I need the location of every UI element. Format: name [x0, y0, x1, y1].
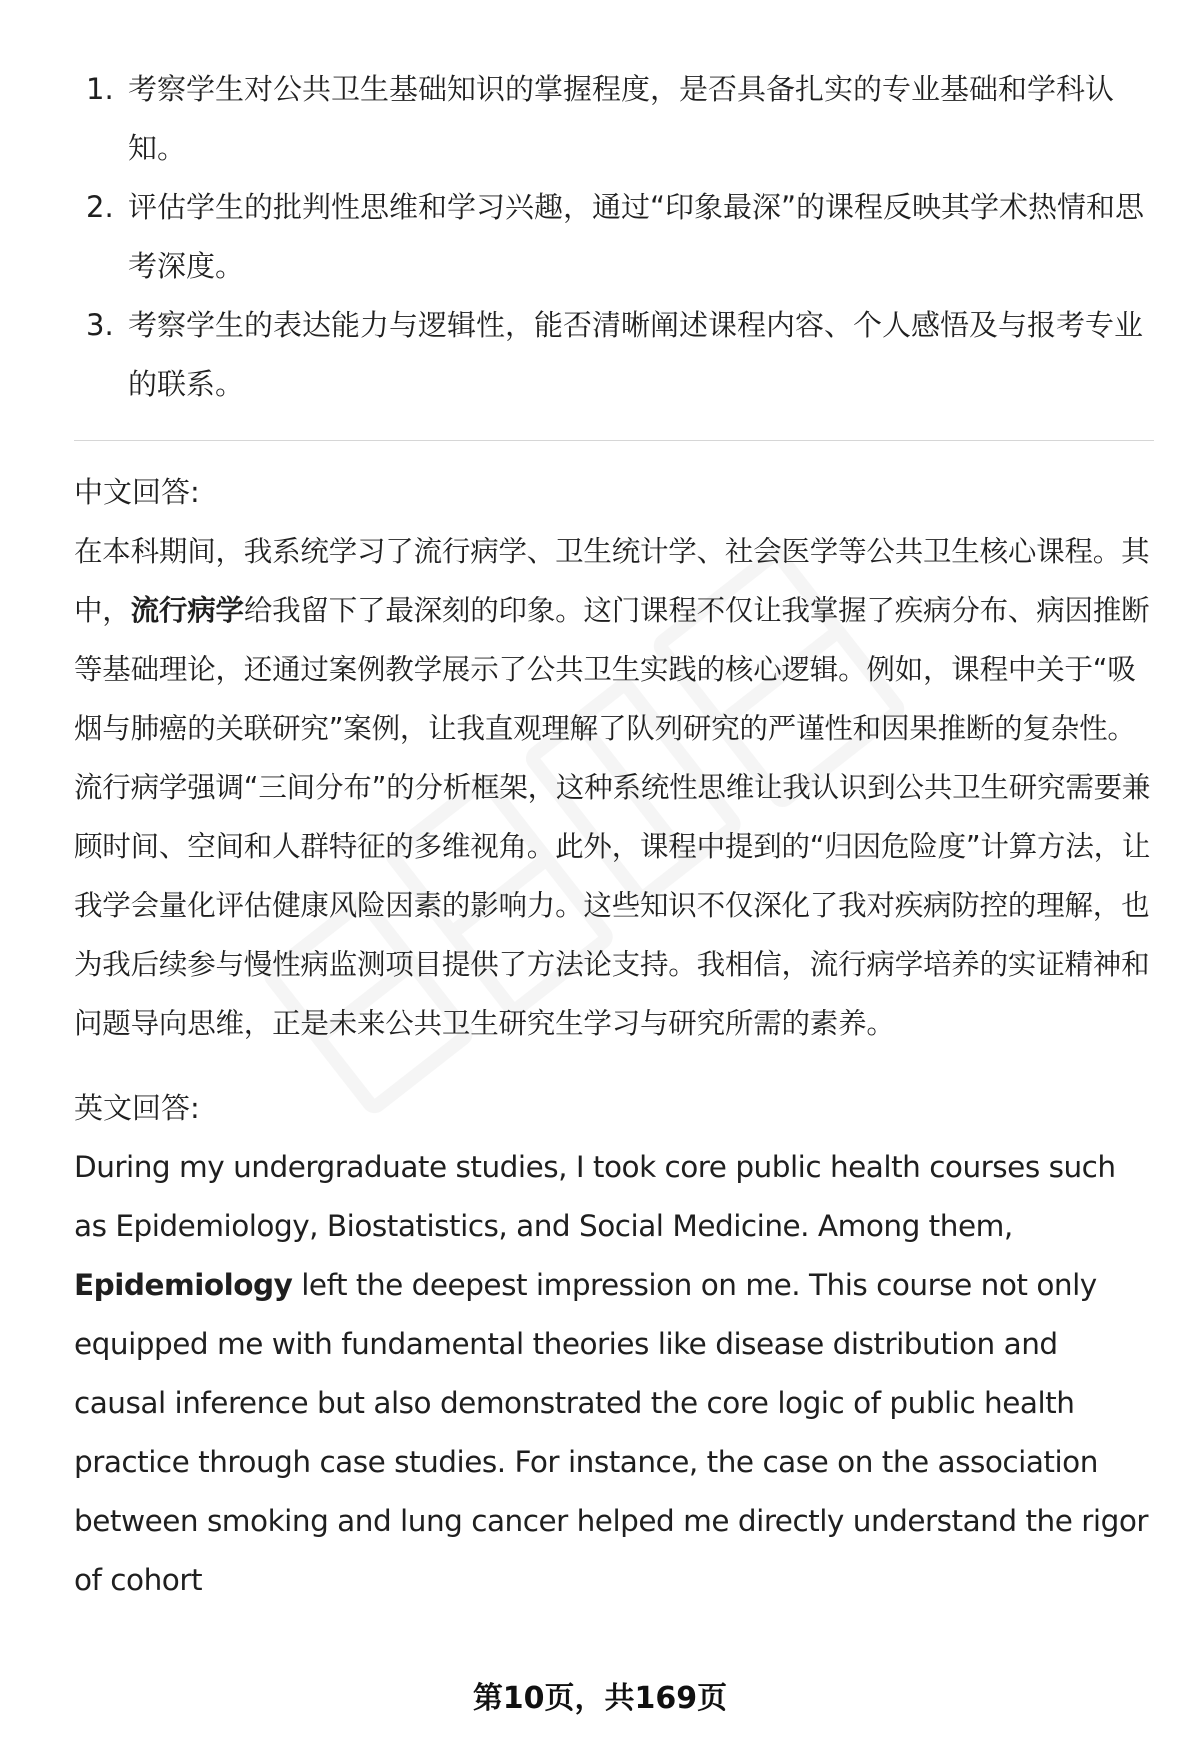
criteria-text: 考察学生对公共卫生基础知识的掌握程度，是否具备扎实的专业基础和学科认知。	[128, 72, 1115, 165]
english-answer-paragraph	[74, 1138, 1154, 1610]
english-answer-label: 英文回答:	[74, 1091, 200, 1125]
section-divider	[74, 440, 1154, 441]
english-answer-text-end: left the deepest impression on me. This course not only equipped me with fundamental theories like disease distribution and causal inference but also demonstrated the core logic of public health practice through case studies. For instance, the case on the association between smoking and lung cancer helped me directly understand the rigor of cohort	[74, 1268, 1148, 1597]
english-answer-text-start: During my undergraduate studies, I took core public health courses such as Epidemiology, Biostatistics, and Social Medicine. Among them,	[74, 1150, 1116, 1243]
evaluation-criteria-list	[74, 60, 1154, 414]
chinese-answer-highlight: 流行病学	[130, 594, 244, 627]
chinese-answer-paragraph	[74, 522, 1154, 1053]
criteria-text: 考察学生的表达能力与逻辑性，能否清晰阐述课程内容、个人感悟及与报考专业的联系。	[128, 308, 1144, 401]
criteria-item	[74, 178, 1154, 296]
criteria-number: 1.	[86, 72, 114, 106]
criteria-text: 评估学生的批判性思维和学习兴趣，通过“印象最深”的课程反映其学术热情和思考深度。	[128, 190, 1145, 283]
document-page	[74, 60, 1154, 1610]
chinese-answer-text-end: 给我留下了最深刻的印象。这门课程不仅让我掌握了疾病分布、病因推断等基础理论，还通过案例教学展示了公共卫生实践的核心逻辑。例如，课程中关于“吸烟与肺癌的关联研究”案例，让我直观理解了队列研究的严谨性和因果推断的复杂性。流行病学强调“三间分布”的分析框架，这种系统性思维让我认识到公共卫生研究需要兼顾时间、空间和人群特征的多维视角。此外，课程中提到的“归因危险度”计算方法，让我学会量化评估健康风险因素的影响力。这些知识不仅深化了我对疾病防控的理解，也为我后续参与慢性病监测项目提供了方法论支持。我相信，流行病学培养的实证精神和问题导向思维，正是未来公共卫生研究生学习与研究所需的素养。	[74, 594, 1151, 1040]
criteria-number: 2.	[86, 190, 114, 224]
criteria-item	[74, 296, 1154, 414]
chinese-answer-label: 中文回答:	[74, 475, 200, 509]
chinese-answer-text-start: 在本科期间，我系统学习了流行病学、卫生统计学、社会医学等公共卫生核心课程。其中，	[74, 535, 1150, 627]
page-number-footer: 第10页，共169页	[472, 1681, 728, 1716]
english-answer-highlight: Epidemiology	[74, 1268, 293, 1302]
criteria-item	[74, 60, 1154, 178]
criteria-number: 3.	[86, 308, 114, 342]
